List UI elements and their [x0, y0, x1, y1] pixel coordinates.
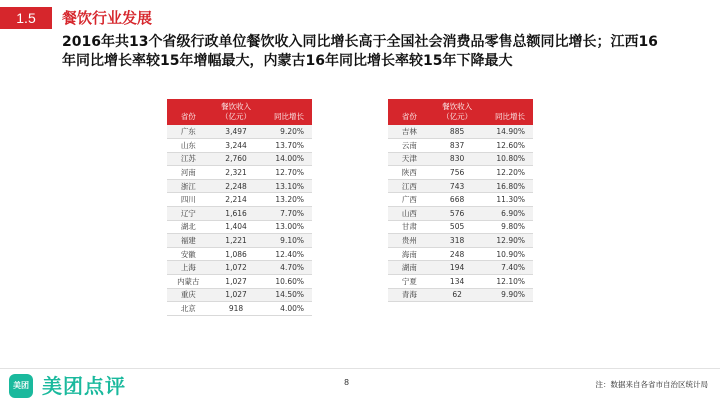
cell-revenue: 1,086 [210, 247, 263, 261]
section-number-badge: 1.5 [0, 7, 52, 29]
cell-growth: 12.70% [262, 166, 312, 180]
cell-revenue: 134 [431, 275, 484, 289]
cell-revenue: 1,027 [210, 275, 263, 289]
meituan-logo-icon: 美团 [9, 374, 33, 398]
table-header-row [388, 99, 533, 125]
cell-revenue: 668 [431, 193, 484, 207]
cell-growth: 13.00% [262, 220, 312, 234]
cell-growth: 9.10% [262, 234, 312, 248]
cell-revenue: 2,248 [210, 179, 263, 193]
cell-growth: 7.40% [483, 261, 533, 275]
table-row [388, 288, 533, 302]
cell-growth: 14.90% [483, 125, 533, 139]
table-row [167, 261, 312, 275]
cell-revenue: 248 [431, 247, 484, 261]
cell-revenue: 576 [431, 207, 484, 221]
cell-growth: 12.60% [483, 139, 533, 153]
revenue-table-left [167, 99, 312, 316]
cell-province: 天津 [388, 152, 431, 166]
table-row [388, 125, 533, 139]
section-title: 餐饮行业发展 [62, 9, 153, 27]
table-row [388, 207, 533, 221]
column-header-revenue: 餐饮收入 （亿元） [210, 99, 263, 125]
cell-province: 上海 [167, 261, 210, 275]
cell-revenue: 918 [210, 302, 263, 316]
cell-growth: 13.10% [262, 179, 312, 193]
cell-revenue: 3,497 [210, 125, 263, 139]
cell-revenue: 318 [431, 234, 484, 248]
cell-growth: 14.50% [262, 288, 312, 302]
cell-revenue: 743 [431, 179, 484, 193]
cell-revenue: 830 [431, 152, 484, 166]
column-header-province: 省份 [388, 99, 431, 125]
cell-province: 四川 [167, 193, 210, 207]
table-row [388, 220, 533, 234]
cell-growth: 10.60% [262, 275, 312, 289]
table-row [388, 261, 533, 275]
cell-province: 安徽 [167, 247, 210, 261]
cell-province: 甘肃 [388, 220, 431, 234]
table-row [167, 179, 312, 193]
revenue-table-right [388, 99, 533, 302]
cell-province: 浙江 [167, 179, 210, 193]
table-row [167, 207, 312, 221]
cell-province: 江西 [388, 179, 431, 193]
cell-revenue: 2,214 [210, 193, 263, 207]
cell-growth: 11.30% [483, 193, 533, 207]
table-row [167, 234, 312, 248]
cell-growth: 9.20% [262, 125, 312, 139]
cell-growth: 13.20% [262, 193, 312, 207]
cell-province: 湖南 [388, 261, 431, 275]
cell-growth: 16.80% [483, 179, 533, 193]
cell-revenue: 1,027 [210, 288, 263, 302]
cell-province: 北京 [167, 302, 210, 316]
column-header-growth: 同比增长 [483, 99, 533, 125]
cell-revenue: 505 [431, 220, 484, 234]
table-row [388, 152, 533, 166]
cell-revenue: 1,072 [210, 261, 263, 275]
cell-province: 重庆 [167, 288, 210, 302]
cell-revenue: 756 [431, 166, 484, 180]
cell-growth: 9.90% [483, 288, 533, 302]
table-row [167, 152, 312, 166]
cell-revenue: 837 [431, 139, 484, 153]
page-number: 8 [344, 378, 350, 387]
cell-province: 云南 [388, 139, 431, 153]
table-row [388, 234, 533, 248]
table-row [167, 125, 312, 139]
table-header-row [167, 99, 312, 125]
table-row [388, 166, 533, 180]
cell-growth: 12.20% [483, 166, 533, 180]
cell-province: 青海 [388, 288, 431, 302]
cell-province: 贵州 [388, 234, 431, 248]
cell-revenue: 885 [431, 125, 484, 139]
cell-province: 宁夏 [388, 275, 431, 289]
table-row [167, 220, 312, 234]
cell-revenue: 1,221 [210, 234, 263, 248]
column-header-province: 省份 [167, 99, 210, 125]
table-row [167, 166, 312, 180]
cell-growth: 14.00% [262, 152, 312, 166]
table-row [167, 288, 312, 302]
cell-province: 辽宁 [167, 207, 210, 221]
column-header-growth: 同比增长 [262, 99, 312, 125]
table-row [388, 139, 533, 153]
cell-province: 广东 [167, 125, 210, 139]
table-row [388, 179, 533, 193]
cell-revenue: 3,244 [210, 139, 263, 153]
table-row [167, 275, 312, 289]
cell-growth: 6.90% [483, 207, 533, 221]
table-row [167, 247, 312, 261]
cell-revenue: 2,321 [210, 166, 263, 180]
cell-growth: 4.70% [262, 261, 312, 275]
brand-wordmark: 美团点评 [42, 374, 126, 398]
cell-growth: 10.90% [483, 247, 533, 261]
cell-revenue: 62 [431, 288, 484, 302]
table-row [167, 193, 312, 207]
source-note: 注：数据来自各省市自治区统计局 [595, 380, 708, 389]
table-row [388, 193, 533, 207]
table-row [388, 247, 533, 261]
cell-revenue: 2,760 [210, 152, 263, 166]
cell-revenue: 1,404 [210, 220, 263, 234]
cell-revenue: 194 [431, 261, 484, 275]
cell-growth: 13.70% [262, 139, 312, 153]
cell-growth: 10.80% [483, 152, 533, 166]
cell-province: 广西 [388, 193, 431, 207]
cell-province: 吉林 [388, 125, 431, 139]
cell-province: 山东 [167, 139, 210, 153]
column-header-revenue: 餐饮收入 （亿元） [431, 99, 484, 125]
cell-province: 内蒙古 [167, 275, 210, 289]
table-row [167, 139, 312, 153]
cell-growth: 12.10% [483, 275, 533, 289]
footer-divider [0, 368, 720, 369]
cell-province: 海南 [388, 247, 431, 261]
cell-revenue: 1,616 [210, 207, 263, 221]
cell-province: 河南 [167, 166, 210, 180]
table-row [167, 302, 312, 316]
cell-growth: 7.70% [262, 207, 312, 221]
cell-growth: 4.00% [262, 302, 312, 316]
slide-subtitle: 2016年共13个省级行政单位餐饮收入同比增长高于全国社会消费品零售总额同比增长；江西16年同比增长率较15年增幅最大，内蒙古16年同比增长率较15年下降最大 [62, 34, 658, 69]
cell-growth: 12.90% [483, 234, 533, 248]
cell-province: 山西 [388, 207, 431, 221]
cell-province: 福建 [167, 234, 210, 248]
table-row [388, 275, 533, 289]
cell-province: 陕西 [388, 166, 431, 180]
cell-province: 江苏 [167, 152, 210, 166]
cell-province: 湖北 [167, 220, 210, 234]
cell-growth: 12.40% [262, 247, 312, 261]
cell-growth: 9.80% [483, 220, 533, 234]
